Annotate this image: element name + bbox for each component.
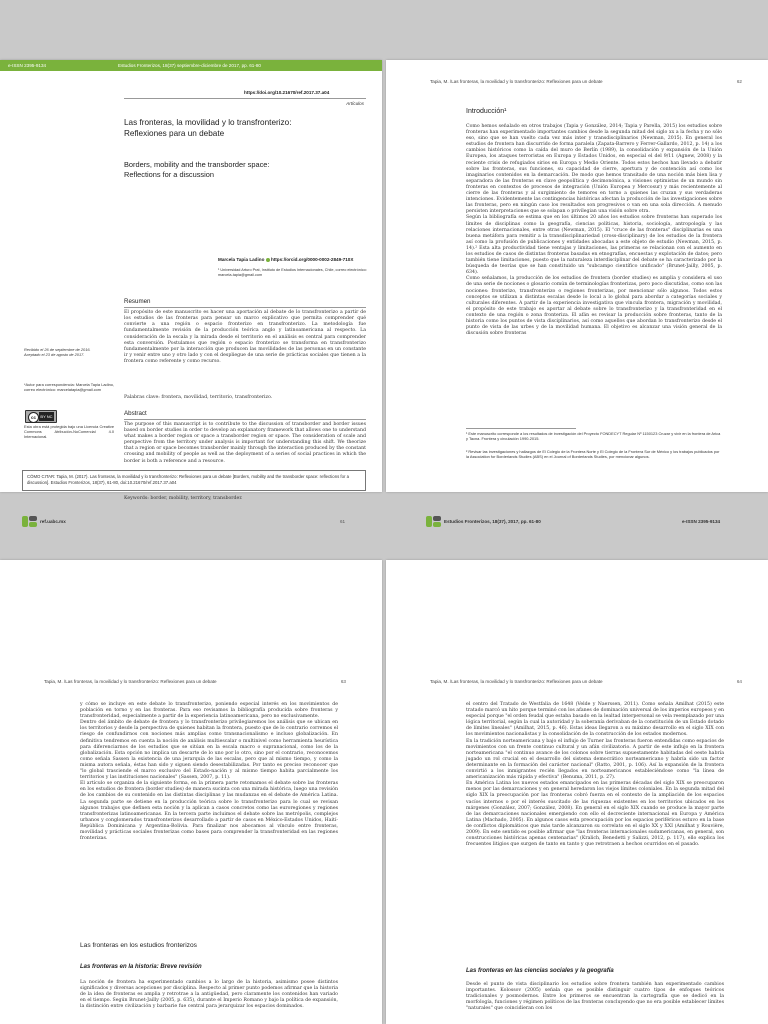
divider: [124, 307, 366, 308]
intro-body: Como hemos señalado en otros trabajos (Tapia y González, 2014; Tapia y Parella, 2015) los estudios sobre fronteras han experimentado importantes cambios desde la segunda mitad del siglo xx a la fecha y no sólo eso, sino que se han vuelto cada vez más inter y transdisciplinarios (Newman, 2015). En general los estudios de frontera han discurrido de forma paralela (Zapata-Barrero y Ferrer-Gallardo, 2012, p. 14) a los cambios históricos como la caída del muro de Berlín (1989), la consolidación y expansión de la Unión Europea, los ataques terroristas en Europa y Estados Unidos, en especial el del 9/11 (Agnew, 2008) y la reciente crisis de refugiados sirios en Europa y Medio Oriente. Todos estos hechos han llevado a debatir sobre las fronteras, sus funciones, su capacidad de cierre, apertura y de contención así como los imaginarios contenidos en la demarcación. De modo que hemos transitado de una noción más bien lisa y separadora de las fronteras en clave geopolítica y decimonónica, a visiones optimistas de un mundo sin fronteras en contextos de procesos de integración (Unión Europea y Mercosur) y más recientemente al cierre de las fronteras y al surgimiento de temores en torno a quienes las cruzan y sus verdaderas intenciones. Evidentemente las contingencias históricas afectan la producción de las investigaciones sobre las fronteras, pero en ningún caso los resultados son progresivos o van en una sola dirección. A menudo persisten interpretaciones que se solapan o privilegian una visión sobre otra. Según la bibliografía se estima que en los últimos 20 años los estudios sobre fronteras han superado los límites de disciplinas como la geografía, ciencias políticas, historia, sociología, antropología y las relaciones internacionales, entre otras (Newman, 2015). El "cruce de las fronteras" disciplinarias es una buena metáfora para remitir a la transdisciplinariedad (cross-disciplinary) de los estudios de la frontera así como la profusión de publicaciones y entidades abocadas a este objeto de estudio (Newman, 2015, p. 14).² Esta alta productividad tiene ventajas y limitaciones, las primeras se relacionan con el aumento en los estudios de casos de distintas fronteras basadas en etnografías, encuestas y explotación de datos; pero también tiene limitaciones, puesto que la naturaleza interdisciplinar del debate se ha caracterizado por la búsqueda de teorías que se han constituido un "subcampo científico unificado" (Brunet-Jailly, 2005, p. 634). Como señalamos, la producción de los estudios de frontera (border studies) es amplia y considera el uso de una serie de nociones o glosario común de terminologías fronterizas, pero poco discutidas, como son las nociones: fronterizo, transfronterizo o regiones fronterizas, por mencionar sólo algunos. Todos estos conceptos se utilizan a distintas escalas desde lo local a lo global para abordar a categorías sociales y culturales diferentes. A partir de la experiencia investigativa que vincula frontera, migración y movilidad, el propósito de este trabajo es aportar al debate sobre lo transfronterizo y la transfronteridad en el contexto de una región o zona fronteriza. El afán es revisar la producción sobre fronteras, tanto de la historia como los puntos de vista disciplinarios, así como aquellos que abordan lo transfronterizo desde el punto de vista de las urbes y de la movilidad humana. El objetivo es alcanzar una visión general de la discusión sobre fronteras: [466, 124, 722, 337]
received-date: Recibido el 26 de septiembre de 2016.: [24, 347, 91, 352]
divider: [124, 98, 366, 99]
journal-issue-label: Estudios Fronterizos, 18(37) septiembre-diciembre de 2017, pp. 61-80: [118, 63, 261, 68]
author-line: [218, 257, 353, 262]
section-label: Artículos: [346, 101, 364, 106]
footnote-2: ² Revisar las investigaciones y hallazgos de El Colegio de la Frontera Norte y El Colegio de la Frontera Sur de México y los trabajos publicados por la Association for Borderlands Studies (ABS) en el Journal of Borderlands Studies, por mencionar algunos.: [466, 449, 720, 459]
issn-label: e-ISSN 2395-9134: [8, 63, 47, 68]
page-64-body: el centro del Tratado de Westfalia de 1648 (Velde y Naerssen, 2011). Como señala Amilhat (2015) este tratado marcó un hito porque terminó con los afanes de dominación universal de los imperios europeos y en especial porque "el orden feudal que estaba basado en la lealtad interpersonal se vela reemplazado por una lógica territorial, según la cual la autoridad y la soberanía derivaban de la constitución de un Estado dotado de límites lineales" (Amilhat, 2015, p. 46). Estas ideas llegaron a su máximo desarrollo en el siglo XIX con los movimientos nacionalistas y la consolidación de la construcción de los estados modernos. En la tradición norteamericana y bajo el influjo de Turner las fronteras fueron entendidas como espacios de movimientos con un frente continuo cultural y un afán civilizatorio. A partir de este influjo en la frontera norteamericana "el continuo avance de los colonos sobre tierras supuestamente habitadas del oeste habría jugado un rol crucial en el desarrollo del sistema democrático norteamericano y habría sido un factor determinante en la formación del carácter nacional" (Ratto, 2001, p. 106). Así la expansión de la frontera convirtió a los inmigrantes recién llegados en norteamericanos estableciéndose como "la línea de americanización más rápida y efectiva" (Benuma, 2011, p. 27). En América Latina los nuevos estados emancipados en las primeras décadas del siglo XIX se preocuparon menos por las demarcaciones y en general heredaron los viejos límites coloniales. En la segunda mitad del siglo XIX la preocupación por las fronteras cobró fuerza en el contexto de la ampliación de los espacios vacíos internos o por el interés suscitado de las riquezas existentes en los territorios ubicados en los márgenes (González, 2007; González, 2008). En general en el siglo XIX cuando se produce la mayor parte de las demarcaciones nacionales emergiendo con ello el decreciente internacional en Europa y América Latina (Machado, 2005). En algunos casos esta preocupación por los espacios periféricos estuvo en la base de conflictos diplomáticos que más tarde alcanzaron su correlato en el siglo XX y XXI (Amilhat y Rouvière, 2009). En este sentido es posible afirmar que "las fronteras internacionales sudamericanas, en general, son construcciones históricas apenas centenarias" (Kralich, Benedetti y Salizzi, 2012, p. 117), ello explica los frecuentes litigios que surgen de tanto en tanto y que retrotraen a hechos ocurridos en el pasado.: [466, 702, 724, 848]
issn-footer: e-ISSN 2395-9134: [682, 519, 721, 524]
journal-site[interactable]: ref.uabc.mx: [40, 519, 66, 524]
corresponding-author: *Autor para correspondencia: Marcela Tapia Ladino, correo electrónico: marcelatapia@gmail.com: [24, 382, 114, 392]
journal-logo-icon: [426, 516, 441, 527]
page-63: [0, 560, 382, 1024]
subsection-heading: Las fronteras en la historia: Breve revisión: [80, 964, 202, 970]
title-en: [124, 160, 364, 180]
author-name: Marcela Tapia Ladino: [218, 257, 266, 262]
subsection-heading: Las fronteras en las ciencias sociales y la geografía: [466, 968, 614, 974]
license-text: Esta obra está protegida bajo una Licencia Creative Commons Atribución-NoComercial 4.0 Internacional.: [24, 424, 114, 439]
dates-block: [24, 347, 112, 357]
page-63-body: y cómo se incluye en este debate lo transfronterizo, poniendo especial interés en los movimientos de población en torno y en las fronteras. Para eso revisamos la bibliografía producida sobre fronteras y transfronteridad, especialmente a partir de la experiencia latinoamericana, pero no exclusivamente. Dentro del ámbito de debate de frontera y lo transfronterizo privilegiaremos los análisis que se ubican en los territorios y desde la perspectiva de quienes habitan la frontera, puesto que de lo contrario corremos el riesgo de confundirnos con nociones más amplias como transnacionalismo e incluso globalización. En definitiva tendremos en cuenta la noción de análisis multiescalar o multinivel como herramienta heurística para diferenciarnos de los estudios que se sitúan en la escala macro o supranacional, como los de la globalización. Esta opción no implica un descarte de lo uno por lo otro, sino por el contrario, reconocemos como señala Sassen la existencia de una jerarquía de las escalas, pero que al mismo tiempo, y como la misma autora señala, éstas han sido y siguen siendo desestabilizadas. Por tanto es preciso reconocer que "lo global trasciende el marco exclusivo del Estado-nación y al mismo tiempo habita parcialmente los territorios y las instituciones nacionales" (Sassen, 2007, p. 11). El artículo se organiza de la siguiente forma, en la primera parte retomamos el debate sobre las fronteras en los estudios de frontera (border studies) de manera sucinta con una mirada histórica, luego una revisión de los cambios de su contenido en las distintas disciplinas y las mudanzas en el debate de América Latina. La segunda parte se detiene en la producción teórica sobre lo transfronterizo para lo cual se revisan algunos trabajos que definen esta noción y la aplican a casos concretos como las euroregiones y regiones transfronterizas latinoamericanas. En la tercera parte incluimos el debate sobre las metrópolis, complejos urbanos y conglomerados transfronterizos desarrollado a partir de casos en México-Estados Unidos, Haití-República Dominicana y Argentina-Bolivia. Para finalizar nos abocamos al vínculo entre fronteras, movilidad y prácticas sociales fronterizas como bases para comprender la transfronteridad en las regiones fronterizas.: [80, 702, 338, 842]
running-header: Tapia, M. /Las fronteras, la movilidad y lo transfronterizo: Reflexiones para un debate: [44, 679, 217, 684]
page-number: 62: [736, 79, 742, 84]
intro-heading: Introducción¹: [466, 108, 507, 115]
resumen-text: El propósito de este manuscrito es hacer una aportación al debate de lo transfronterizo a partir de los estudios de las fronteras para pensar un marco explicativo que permita comprender qué convierte a una región o espacio fronterizo en transfronterizo. La metodología fue fundamentalmente revisión de la producción teórica anglo y latinoamericana al respecto. La consideración de la escala y la mirada desde el territorio en el análisis es central para comprender esta conversión. Postulamos que región o espacio fronterizo se transforma en transfronterizo fundamentalmente por la interacción que producen las movilidades de las personas en un constante ir y venir entre uno y otro lado y con el despliegue de una serie de prácticas sociales que tienen a la frontera como referente y como recurso.: [124, 310, 366, 365]
orcid-icon: [266, 258, 270, 262]
accepted-date: Aceptado el 23 de agosto de 2017.: [24, 352, 85, 357]
page-62: [386, 60, 768, 492]
title-en-line2: Reflections for a discussion: [124, 170, 214, 179]
keywords: Keywords: border, mobility, territory, transborder.: [124, 496, 243, 501]
page-64-body-2: Desde el punto de vista disciplinario los estudios sobre frontera también han experimentado cambios importantes. Kolossov (2005) señala que es posible distinguir cuatro tipos de enfoques teóricos tradicionales y posmodernos. Entre los primeros se encuentran la cartografía que se dedicó en la morfología, funciones y régimen políticos de las fronteras concluyendo que no era posible establecer límites "naturales" que coincidieran con los: [466, 982, 724, 1012]
palabras-clave: Palabras clave: frontera, movilidad, territorio, transfronterizo.: [124, 395, 273, 400]
title-en-line1: Borders, mobility and the transborder space:: [124, 160, 270, 169]
doi-link[interactable]: https://doi.org/10.21670/ref.2017.37.a04: [244, 90, 330, 95]
page-number: 63: [340, 679, 346, 684]
affiliation-note: ¹ Universidad Arturo Prat, Instituto de Estudios Internacionales, Chile, correo electrónico: marcela-tapia@gmail.com: [218, 268, 367, 277]
resumen-heading: Resumen: [124, 298, 151, 305]
creative-commons-icon[interactable]: cc BY NC: [25, 410, 57, 423]
citation-box: CÓMO CITAR: Tapia, M. (2017). Las fronteras, la movilidad y lo transfronterizo: Reflexiones para un debate [Borders, mobility and the transborder space: reflections for a discussion]. Estudios Fronterizos, 18(37), 61-80, doi:10.21670/ref.2017.37.a04: [22, 470, 366, 491]
author-orcid[interactable]: https://orcid.org/0000-0002-2849-710X: [270, 257, 354, 262]
title-es: [124, 117, 364, 139]
abstract-text: The purpose of this manuscript is to contribute to the discussion of transborder and border issues based on border studies in order to develop an explanatory framework that allows one to understand what makes a border region or space a transborder region or space. The consideration of scale and perspective from the territory under analysis is important for understanding this shift. We theorize that a region or space becomes transborder mainly through the interaction produced by the constant crossing and mobility of people as well as the deployment of a series of social practices in which the border is both a reference and a resource.: [124, 422, 366, 464]
page-63-body-2: La noción de frontera ha experimentado cambios a lo largo de la historia, asimismo posee distintos significados y diversas acepciones por disciplina. Respecto al primer punto podemos afirmar que la historia de la idea de fronteras es amplia y retrotrae a la antigüedad, pero claramente los contenidos han variado en el tiempo. Según Brunet-Jailly (2005, p. 635), durante el Imperio Romano y bajo la política de expansión, la distinción entre civilización y barbarie fue central para jerarquizar los espacios dominados.: [80, 980, 338, 1010]
title-es-line2: Reflexiones para un debate: [124, 129, 225, 138]
running-header: Tapia, M. /Las fronteras, la movilidad y lo transfronterizo: Reflexiones para un debate: [430, 79, 603, 84]
page-64: [386, 560, 768, 1024]
journal-banner: [0, 60, 382, 71]
page-number: 61: [340, 519, 346, 524]
footnote-1: ¹ Este manuscrito corresponde a los resultados de investigación del Proyecto FONDECYT Regular Nº 1150123 Cruzar y vivir en la frontera de Arica y Tacna. Frontera y circulación 1990-2015.: [466, 431, 721, 441]
footnote-divider: [466, 428, 576, 429]
page-61: [0, 60, 382, 501]
divider: [124, 419, 366, 420]
journal-footer: Estudios Fronterizos, 18(37), 2017, pp. 61-80: [444, 519, 541, 524]
page-number: 64: [736, 679, 742, 684]
running-header: Tapia, M. /Las fronteras, la movilidad y lo transfronterizo: Reflexiones para un debate: [430, 679, 603, 684]
journal-logo-icon: [22, 516, 37, 527]
abstract-heading: Abstract: [124, 410, 147, 417]
title-es-line1: Las fronteras, la movilidad y lo transfronterizo:: [124, 118, 292, 127]
section-heading: Las fronteras en los estudios fronterizos: [80, 942, 197, 949]
